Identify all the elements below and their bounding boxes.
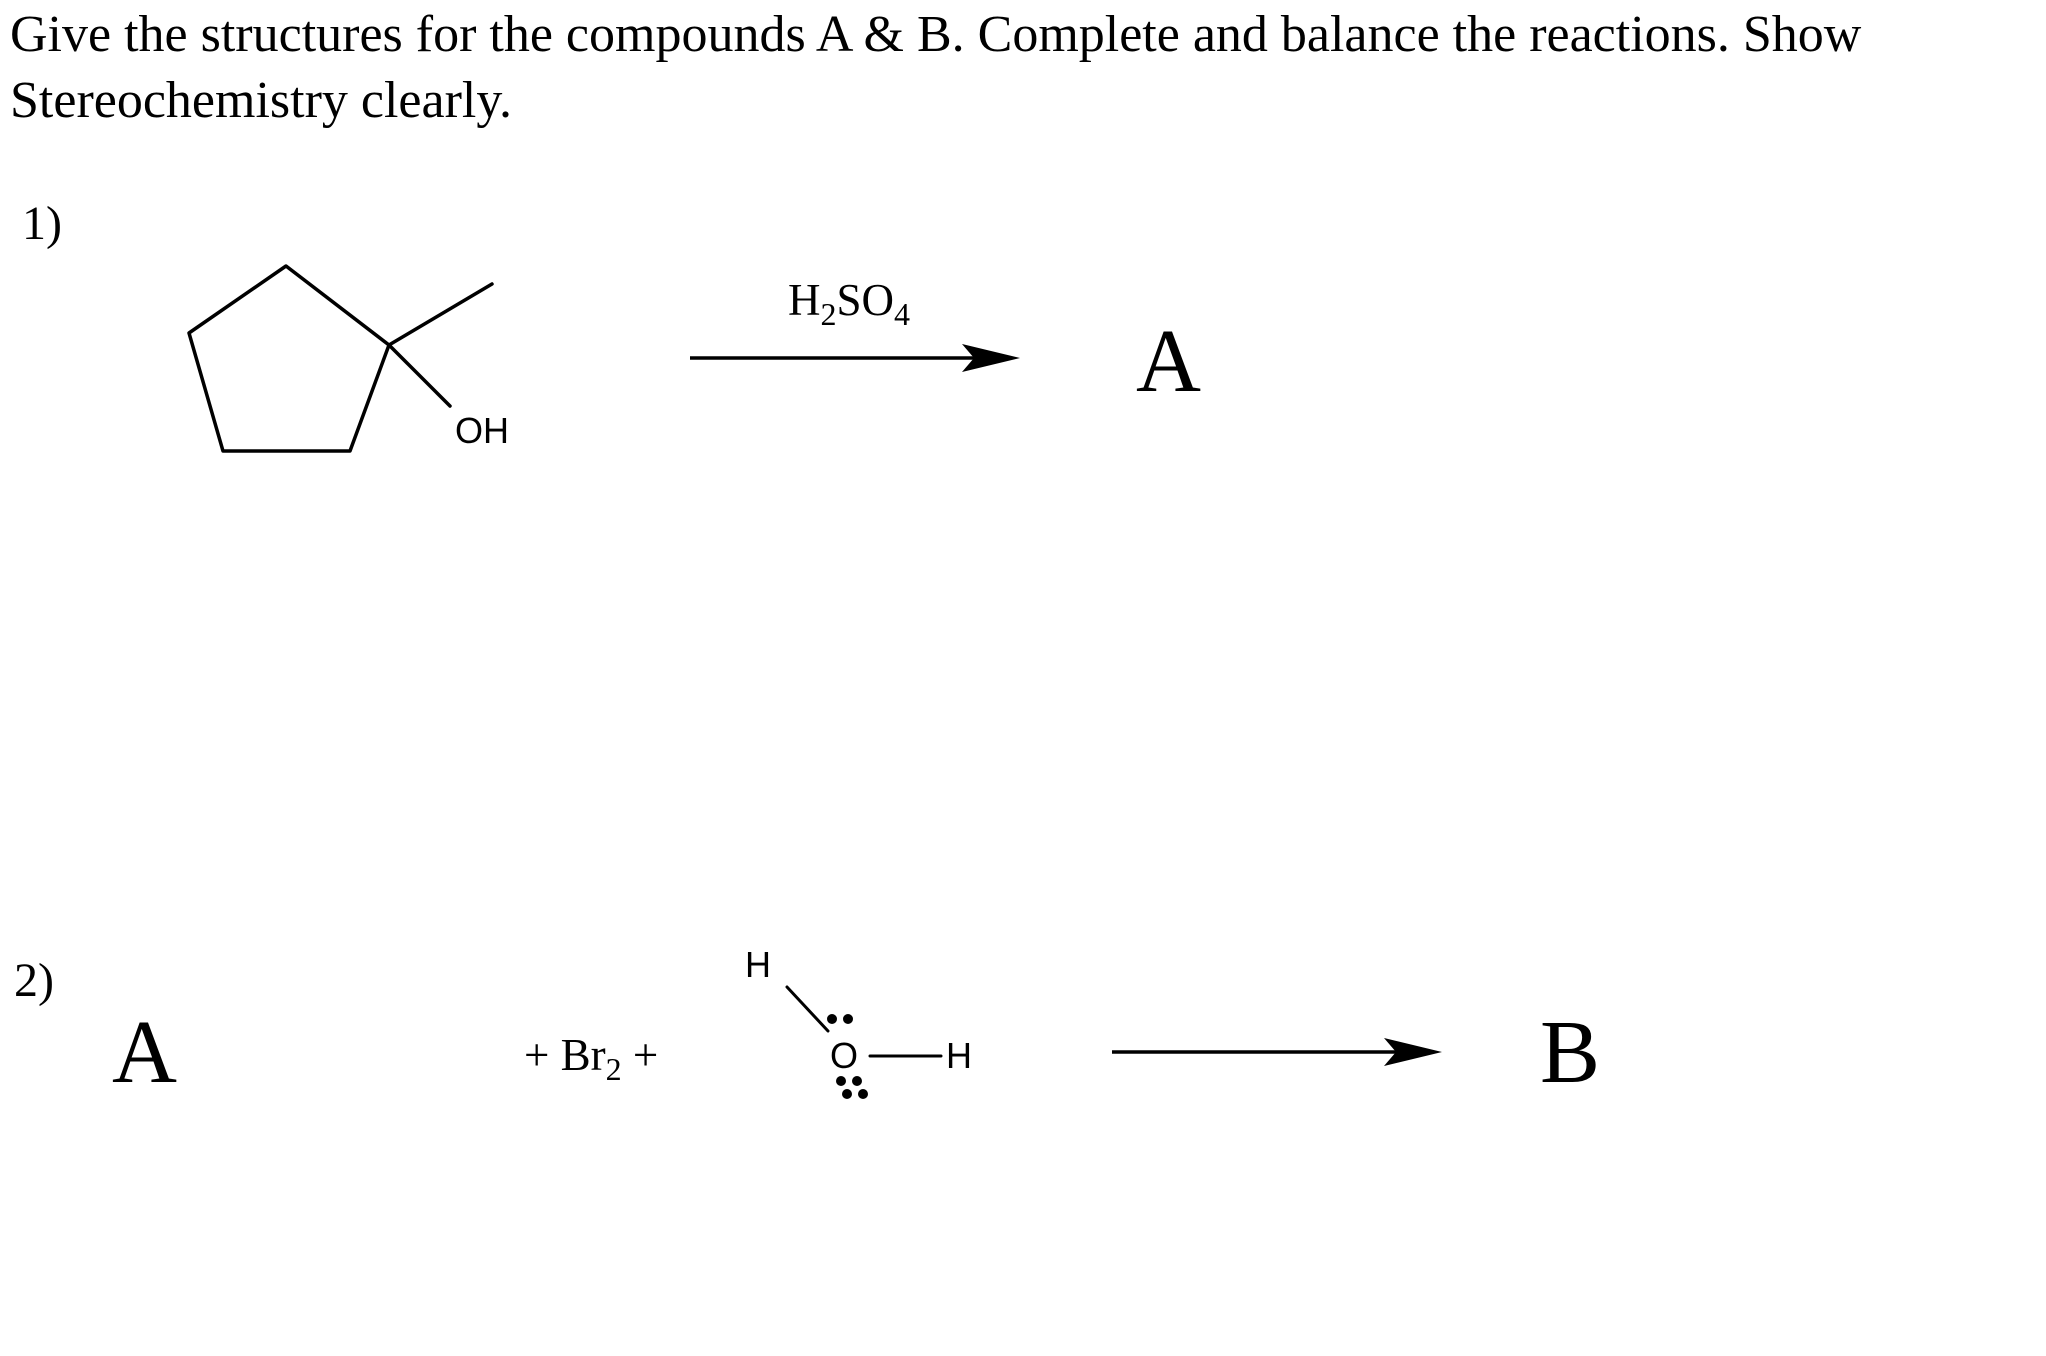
reaction-2-arrow bbox=[1112, 1038, 1442, 1066]
hydroxyl-bond bbox=[389, 345, 450, 406]
reaction-2-number: 2) bbox=[14, 954, 54, 1007]
water-right-hydrogen: H bbox=[946, 1035, 972, 1076]
prompt-line-1: Give the structures for the compounds A & B. Complete and balance the reactions. Show bbox=[10, 6, 1862, 63]
water-oxygen: O bbox=[830, 1035, 859, 1076]
product-a-label: A bbox=[1136, 312, 1201, 411]
cyclopentane-ring bbox=[189, 266, 389, 451]
prompt-line-2: Stereochemistry clearly. bbox=[10, 72, 512, 129]
hydroxyl-label: OH bbox=[455, 410, 509, 451]
reactant-a-label: A bbox=[112, 1003, 177, 1102]
water-top-hydrogen: H bbox=[745, 944, 771, 985]
sulfuric-acid-reagent: $H_2SO_4$ bbox=[788, 275, 911, 332]
bromine-reagent: + $Br_2$ + bbox=[524, 1030, 659, 1087]
methyl-bond bbox=[389, 284, 492, 345]
product-b-label: B bbox=[1540, 1003, 1601, 1102]
o-h-top-bond bbox=[787, 987, 828, 1031]
reaction-1-arrow bbox=[690, 344, 1020, 372]
water-structure bbox=[787, 987, 941, 1056]
reaction-1-number: 1) bbox=[22, 197, 62, 250]
methylcyclopentanol-structure bbox=[189, 266, 492, 451]
